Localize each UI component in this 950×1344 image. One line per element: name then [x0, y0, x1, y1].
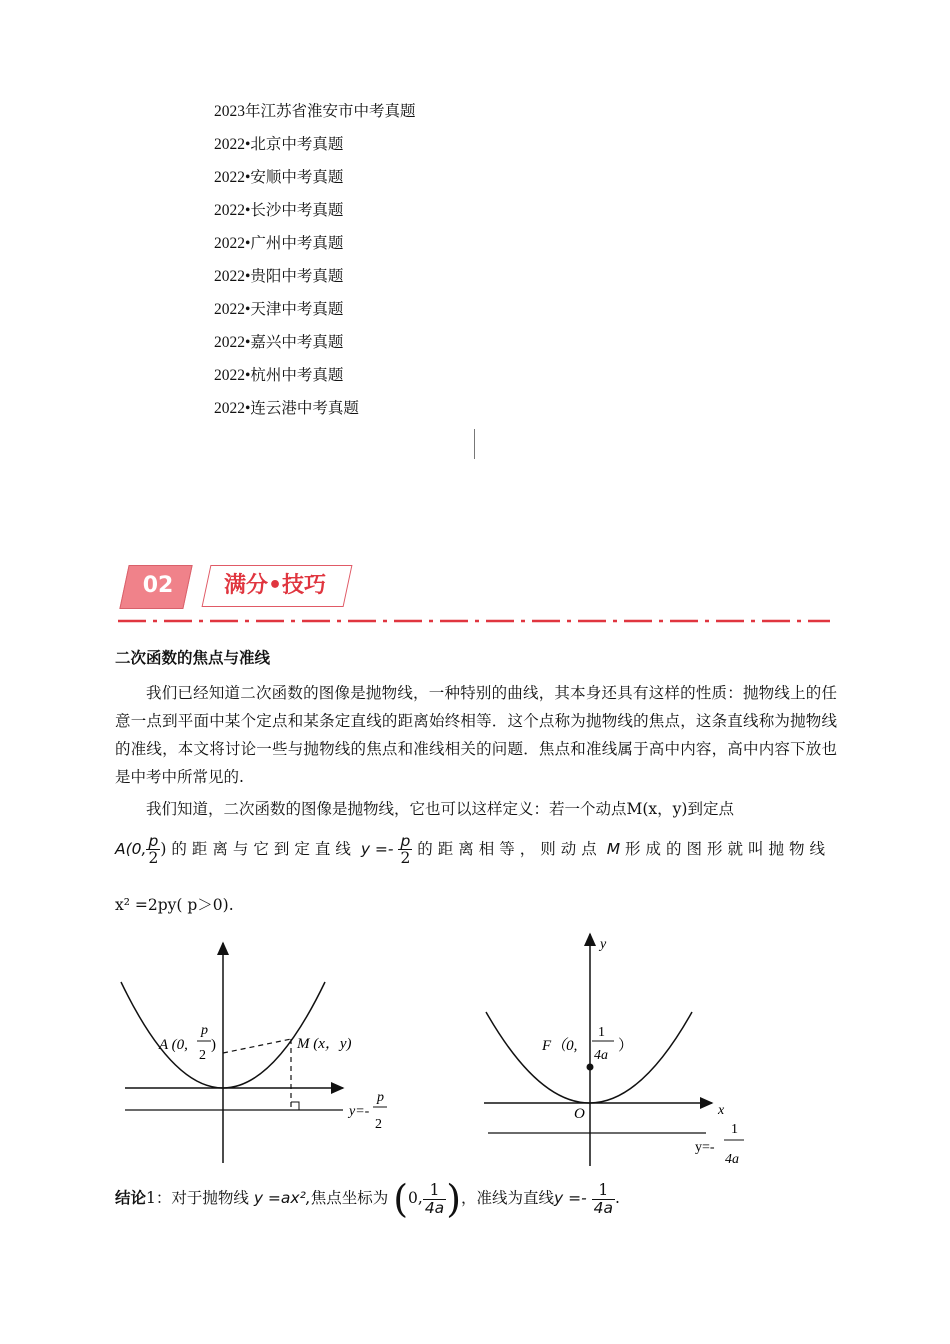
list-item: 2022•嘉兴中考真题: [214, 334, 344, 351]
svg-text:2: 2: [375, 1117, 382, 1132]
svg-text:): ): [211, 1037, 216, 1053]
list-item: 2022•贵阳中考真题: [214, 268, 344, 285]
svg-text:O: O: [574, 1106, 585, 1122]
section-number: 02: [142, 573, 174, 598]
section-title-box: [200, 565, 350, 607]
section-number-box: [118, 565, 188, 607]
definition-line: A(0, $\frac{p}{2}$ )的距离与它到定直线 y =- $\frac{p}{2}$ 的距离相等，则动点 M 形成的图形就叫抛物线: [115, 832, 831, 868]
paragraph-intro: 我们已经知道二次函数的图像是抛物线，一种特别的曲线，其本身还具有这样的性质：抛物线上的任意一点到平面中某个定点和某条定直线的距离始终相等．这个点称为抛物线的焦点，这条直线称为抛物线的准线，本文将讨论一些与抛物线的焦点和准线相关的问题．焦点和准线属于高中内容，高中内容下放也是中考中所常见的.: [115, 684, 837, 786]
exam-list: [214, 100, 416, 430]
text-cursor: [474, 429, 475, 459]
banner-title: 满分•技巧: [223, 573, 327, 598]
svg-text:4a: 4a: [594, 1048, 608, 1063]
list-item: 2022•连云港中考真题: [214, 400, 359, 417]
parabola-graph-left: [115, 938, 405, 1168]
section-banner: [118, 565, 838, 625]
conclusion-1: 结论1：对于抛物线 y =ax²,焦点坐标为 (0, $\frac{1}{4a}$ )，准线为直线y =- $\frac{1}{4a}$ .: [115, 1177, 620, 1221]
svg-text:M (x，y): M (x，y): [297, 1036, 352, 1052]
svg-text:）: ）: [618, 1038, 634, 1054]
list-item: 2022•广州中考真题: [214, 235, 344, 252]
svg-text:p: p: [201, 1023, 208, 1038]
dash-dot-divider: [118, 617, 833, 625]
svg-text:1: 1: [731, 1122, 738, 1137]
svg-text:y=-: y=-: [349, 1104, 370, 1119]
svg-text:y: y: [600, 937, 607, 952]
svg-text:2: 2: [199, 1048, 206, 1063]
svg-text:F（0,: F（0,: [542, 1038, 578, 1054]
svg-text:p: p: [377, 1090, 384, 1105]
svg-text:4a: 4a: [725, 1152, 739, 1167]
svg-text:y=-: y=-: [695, 1140, 715, 1155]
parabola-equation: x² =2py( p＞0).: [115, 896, 234, 914]
list-item: 2022•北京中考真题: [214, 136, 344, 153]
list-item: 2022•长沙中考真题: [214, 202, 344, 219]
paragraph-definition: 我们知道，二次函数的图像是抛物线，它也可以这样定义：若一个动点M(x，y)到定点: [146, 800, 734, 818]
svg-text:x: x: [718, 1103, 725, 1118]
list-item: 2022•安顺中考真题: [214, 169, 344, 186]
svg-text:A (0,: A (0,: [159, 1037, 188, 1053]
section-heading: 二次函数的焦点与准线: [115, 649, 271, 667]
list-item: 2022•杭州中考真题: [214, 367, 344, 384]
list-item: 2022•天津中考真题: [214, 301, 344, 318]
parabola-graph-right: [480, 930, 760, 1172]
svg-text:1: 1: [598, 1025, 605, 1040]
list-item: 2023年江苏省淮安市中考真题: [214, 103, 416, 120]
